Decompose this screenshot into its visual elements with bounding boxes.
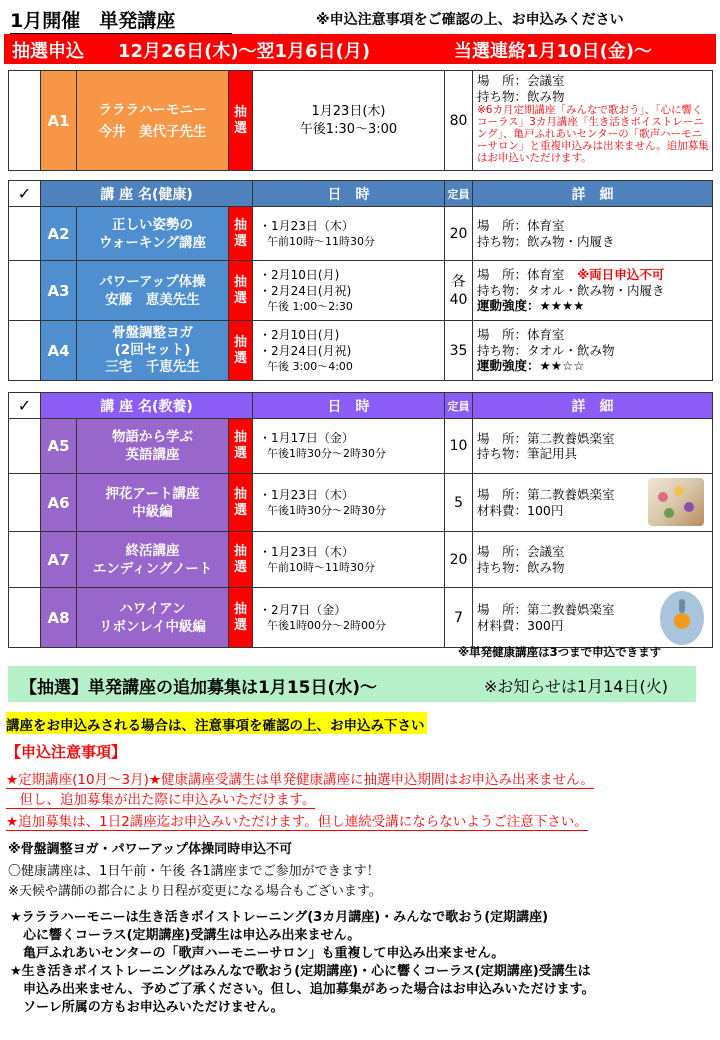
lottery-char: 抽 [234, 601, 248, 617]
header-note: ※申込注意事項をご確認の上、お申込みください [316, 12, 624, 28]
col-header-datetime: 日 時 [253, 393, 445, 419]
course-name-line: エンディングノート [92, 560, 213, 577]
course-code: A1 [41, 71, 77, 171]
course-time: 午後1時30分～2時30分 [267, 447, 387, 460]
course-datetime [253, 532, 445, 588]
course-detail [473, 588, 713, 648]
detail-material-fee: 材料費：100円 [477, 502, 564, 518]
detail-place: 場 所：体育室 [477, 327, 565, 343]
course-datetime [253, 474, 445, 532]
course-name-line: 押花アート講座 [105, 485, 200, 502]
course-code: A7 [41, 532, 77, 588]
course-date: ・1月23日（木） [259, 487, 354, 502]
course-time: 午後1:30～3:00 [299, 121, 398, 137]
col-header-capacity: 定員 [445, 393, 473, 419]
detail-place: 場 所：第二教養娯楽室 [477, 602, 615, 617]
lottery-badge [229, 261, 253, 321]
precaution-line: ★定期講座(10月～3月)★健康講座受講生は単発健康講座に抽選申込期間はお申込み出来ません。 [6, 768, 594, 789]
course-time: 午後 3:00～4:00 [267, 359, 353, 373]
course-datetime [253, 419, 445, 474]
lottery-char: 抽 [233, 104, 247, 120]
course-detail [473, 532, 713, 588]
course-datetime [253, 261, 445, 321]
course-name [77, 588, 229, 648]
table-row [9, 261, 713, 321]
course-code: A6 [41, 474, 77, 532]
course-capacity: 5 [445, 474, 473, 532]
course-name-line: 英語講座 [125, 447, 180, 463]
course-capacity: 10 [445, 419, 473, 474]
a1-table [8, 70, 713, 171]
precaution-line: ★追加募集は、1日2講座迄お申込みいただけます。但し連続受講にならないようご注意下さい。 [6, 810, 588, 831]
course-time: 午前10時～11時30分 [267, 560, 376, 574]
page-header [8, 4, 712, 34]
course-name-line: ハワイアン [119, 600, 186, 617]
lottery-badge [229, 474, 253, 532]
course-detail [473, 261, 713, 321]
apply-instruction-highlight: 講座をお申込みされる場合は、注意事項を確認の上、お申込み下さい [6, 712, 427, 734]
course-capacity: 20 [445, 532, 473, 588]
precaution-line: ※天候や講師の都合により日程が変更になる場合もございます。 [8, 884, 382, 899]
lottery-char: 選 [234, 559, 248, 575]
row-check-cell[interactable] [9, 261, 41, 321]
table-row [9, 532, 713, 588]
course-date: 1月23日(木) [311, 103, 386, 119]
col-header-capacity: 定員 [445, 181, 473, 207]
lottery-badge [229, 419, 253, 474]
precaution-line: 申込み出来ません、予めご了承ください。但し、追加募集があった場合はお申込みいただけます。 [10, 982, 595, 997]
lottery-char: 抽 [234, 430, 248, 445]
detail-material-fee: 材料費：300円 [477, 617, 564, 633]
health-course-table [8, 180, 713, 381]
lottery-label: 抽選申込 [12, 41, 84, 62]
course-time: 午後1時30分～2時30分 [267, 503, 387, 517]
course-capacity: 80 [445, 71, 473, 171]
table-row [9, 419, 713, 474]
precaution-line: ★ラララハーモニーは生き活きボイストレーニング(3カ月講座)・みんなで歌おう(定期講座) [10, 910, 549, 925]
winner-notice: 当選連絡1月10日(金)～ [454, 41, 653, 62]
detail-place: 場 所：体育室 [477, 267, 565, 283]
capacity-each: 各 [451, 273, 466, 290]
lottery-char: 選 [234, 290, 248, 306]
row-check-cell[interactable] [9, 532, 41, 588]
lottery-badge [229, 71, 253, 171]
course-name-line: リボンレイ中級編 [99, 618, 206, 635]
lottery-badge [229, 321, 253, 381]
row-check-cell[interactable] [9, 588, 41, 648]
course-date: ・2月7日（金） [259, 602, 347, 617]
course-name [77, 261, 229, 321]
capacity-value: 40 [449, 291, 468, 308]
lottery-badge [229, 588, 253, 648]
check-header: ✓ [9, 181, 41, 207]
course-name-line: 中級編 [132, 503, 173, 520]
course-capacity [445, 261, 473, 321]
detail-place: 場 所：会議室 [477, 73, 565, 88]
course-name [77, 419, 229, 474]
table-row [9, 474, 713, 532]
table-header-row [9, 393, 713, 419]
course-code: A5 [41, 419, 77, 474]
col-header-name: 講 座 名(教養) [41, 393, 253, 419]
course-name [77, 532, 229, 588]
course-name [77, 474, 229, 532]
course-date: ・2月10日(月) [259, 267, 340, 282]
lottery-char: 抽 [234, 217, 248, 233]
instructor-name: 今井 美代子先生 [98, 123, 207, 140]
course-date: ・1月23日（木） [259, 544, 354, 559]
lottery-char: 選 [234, 233, 248, 249]
lottery-char: 選 [234, 617, 248, 633]
course-time: 午前10時～11時30分 [267, 234, 376, 248]
table-header-row [9, 181, 713, 207]
precaution-line: 亀戸ふれあいセンターの「歌声ハーモニーサロン」も重複して申込み出来ません。 [10, 946, 505, 961]
a1-check-cell[interactable] [9, 71, 41, 171]
course-date: ・2月24日(月祝) [259, 283, 352, 298]
lottery-char: 選 [234, 502, 248, 518]
course-code: A8 [41, 588, 77, 648]
detail-items: 持ち物：飲み物 [477, 559, 565, 575]
lottery-char: 選 [233, 120, 247, 136]
course-name-line: ウォーキング講座 [98, 234, 207, 251]
course-name [77, 321, 229, 381]
detail-place: 場 所：第二教養娯楽室 [477, 430, 615, 446]
course-code: A2 [41, 207, 77, 261]
course-capacity: 7 [445, 588, 473, 648]
extra-recruitment-notice: ※お知らせは1月14日(火) [484, 677, 668, 696]
detail-items: 持ち物：タオル・飲み物 [477, 342, 615, 358]
culture-course-table [8, 392, 713, 648]
precaution-line: 心に響くコーラス(定期講座)受講生は申込み出来ません。 [10, 928, 361, 943]
course-time: 午後1時00分～2時00分 [267, 618, 387, 632]
precaution-line: 但し、追加募集が出た際に申込みいただけます。 [6, 788, 315, 809]
lottery-char: 選 [234, 350, 248, 366]
col-header-detail: 詳 細 [473, 181, 713, 207]
a1-row [9, 71, 713, 171]
course-name [77, 71, 229, 171]
precaution-line: ★生き活きボイストレーニングはみんなで歌おう(定期講座)・心に響くコーラス(定期講座)受講生は [10, 964, 591, 979]
course-name-line: 物語から学ぶ [112, 429, 193, 445]
detail-items: 持ち物：飲み物・内履き [477, 233, 615, 249]
row-check-cell[interactable] [9, 419, 41, 474]
course-code: A4 [41, 321, 77, 381]
detail-items: 持ち物：筆記用具 [477, 446, 578, 461]
table-row [9, 207, 713, 261]
lottery-badge [229, 532, 253, 588]
course-capacity: 20 [445, 207, 473, 261]
instructor-name: 三宅 千恵先生 [105, 359, 200, 375]
row-check-cell[interactable] [9, 321, 41, 381]
course-name [77, 207, 229, 261]
course-detail [473, 474, 713, 532]
lottery-char: 抽 [234, 543, 248, 559]
max-apply-note: ※単発健康講座は3つまで申込できます [458, 645, 662, 659]
lottery-char: 抽 [234, 274, 248, 290]
course-datetime [253, 207, 445, 261]
lottery-char: 抽 [234, 334, 248, 350]
course-datetime [253, 321, 445, 381]
row-check-cell[interactable] [9, 207, 41, 261]
col-header-datetime: 日 時 [253, 181, 445, 207]
row-check-cell[interactable] [9, 474, 41, 532]
lottery-char: 抽 [234, 486, 248, 502]
course-datetime [253, 71, 445, 171]
course-detail [473, 419, 713, 474]
course-date: ・2月10日(月) [259, 327, 340, 342]
detail-place: 場 所：体育室 [477, 218, 565, 233]
detail-intensity: 運動強度：★★☆☆ [477, 358, 585, 374]
course-name-line: (2回セット) [114, 342, 191, 358]
check-header: ✓ [9, 393, 41, 419]
detail-intensity: 運動強度：★★★★ [477, 298, 585, 314]
detail-warning: ※6カ月定期講座「みんなで歌おう」、「心に響くコーラス」3カ月講座「生き活きボイストレーニング」、亀戸ふれあいセンターの「歌声ハーモニーサロン」と重複申込みは出来ません。追加募集はお申込いただけます。 [477, 104, 709, 164]
ribbon-lei-photo [660, 591, 704, 645]
extra-recruitment-main: 【抽選】単発講座の追加募集は1月15日(水)～ [20, 678, 378, 698]
course-code: A3 [41, 261, 77, 321]
course-name-line: 正しい姿勢の [112, 216, 193, 233]
course-date: ・2月24日(月祝) [259, 343, 352, 358]
detail-place: 場 所：会議室 [477, 544, 565, 559]
lottery-period: 12月26日(木)～翌1月6日(月) [118, 41, 371, 62]
course-name-line: パワーアップ体操 [99, 273, 206, 290]
page-title: 1月開催 単発講座 [10, 10, 176, 32]
detail-warning: ※両日申込不可 [577, 267, 665, 283]
table-row [9, 588, 713, 648]
lottery-char: 選 [234, 446, 248, 461]
course-name-line: 終活講座 [125, 542, 180, 559]
precaution-title: 【申込注意事項】 [6, 743, 127, 761]
instructor-name: 安藤 恵美先生 [105, 291, 200, 308]
detail-items: 持ち物：飲み物 [477, 88, 565, 104]
precaution-line: ※骨盤調整ヨガ・パワーアップ体操同時申込不可 [8, 842, 293, 857]
pressed-flower-photo [648, 478, 704, 526]
extra-recruitment-bar [8, 666, 696, 702]
course-detail [473, 207, 713, 261]
course-detail [473, 71, 713, 171]
table-row [9, 321, 713, 381]
col-header-name: 講 座 名(健康) [41, 181, 253, 207]
course-detail [473, 321, 713, 381]
lottery-badge [229, 207, 253, 261]
precaution-line: ソーレ所属の方もお申込みいただけません。 [10, 1000, 284, 1015]
course-capacity: 35 [445, 321, 473, 381]
course-date: ・1月23日（木） [259, 218, 354, 233]
lottery-period-bar [4, 34, 716, 64]
precaution-line: 〇健康講座は、1日午前・午後 各1講座までご参加ができます！ [8, 864, 380, 879]
detail-place: 場 所：第二教養娯楽室 [477, 487, 615, 502]
course-time: 午後 1:00～2:30 [267, 299, 353, 313]
course-date: ・1月17日（金） [259, 431, 354, 445]
course-datetime [253, 588, 445, 648]
course-name-line: 骨盤調整ヨガ [112, 325, 193, 341]
detail-items: 持ち物：タオル・飲み物・内履き [477, 282, 665, 298]
course-name-line: ラララハーモニー [98, 101, 207, 118]
col-header-detail: 詳 細 [473, 393, 713, 419]
